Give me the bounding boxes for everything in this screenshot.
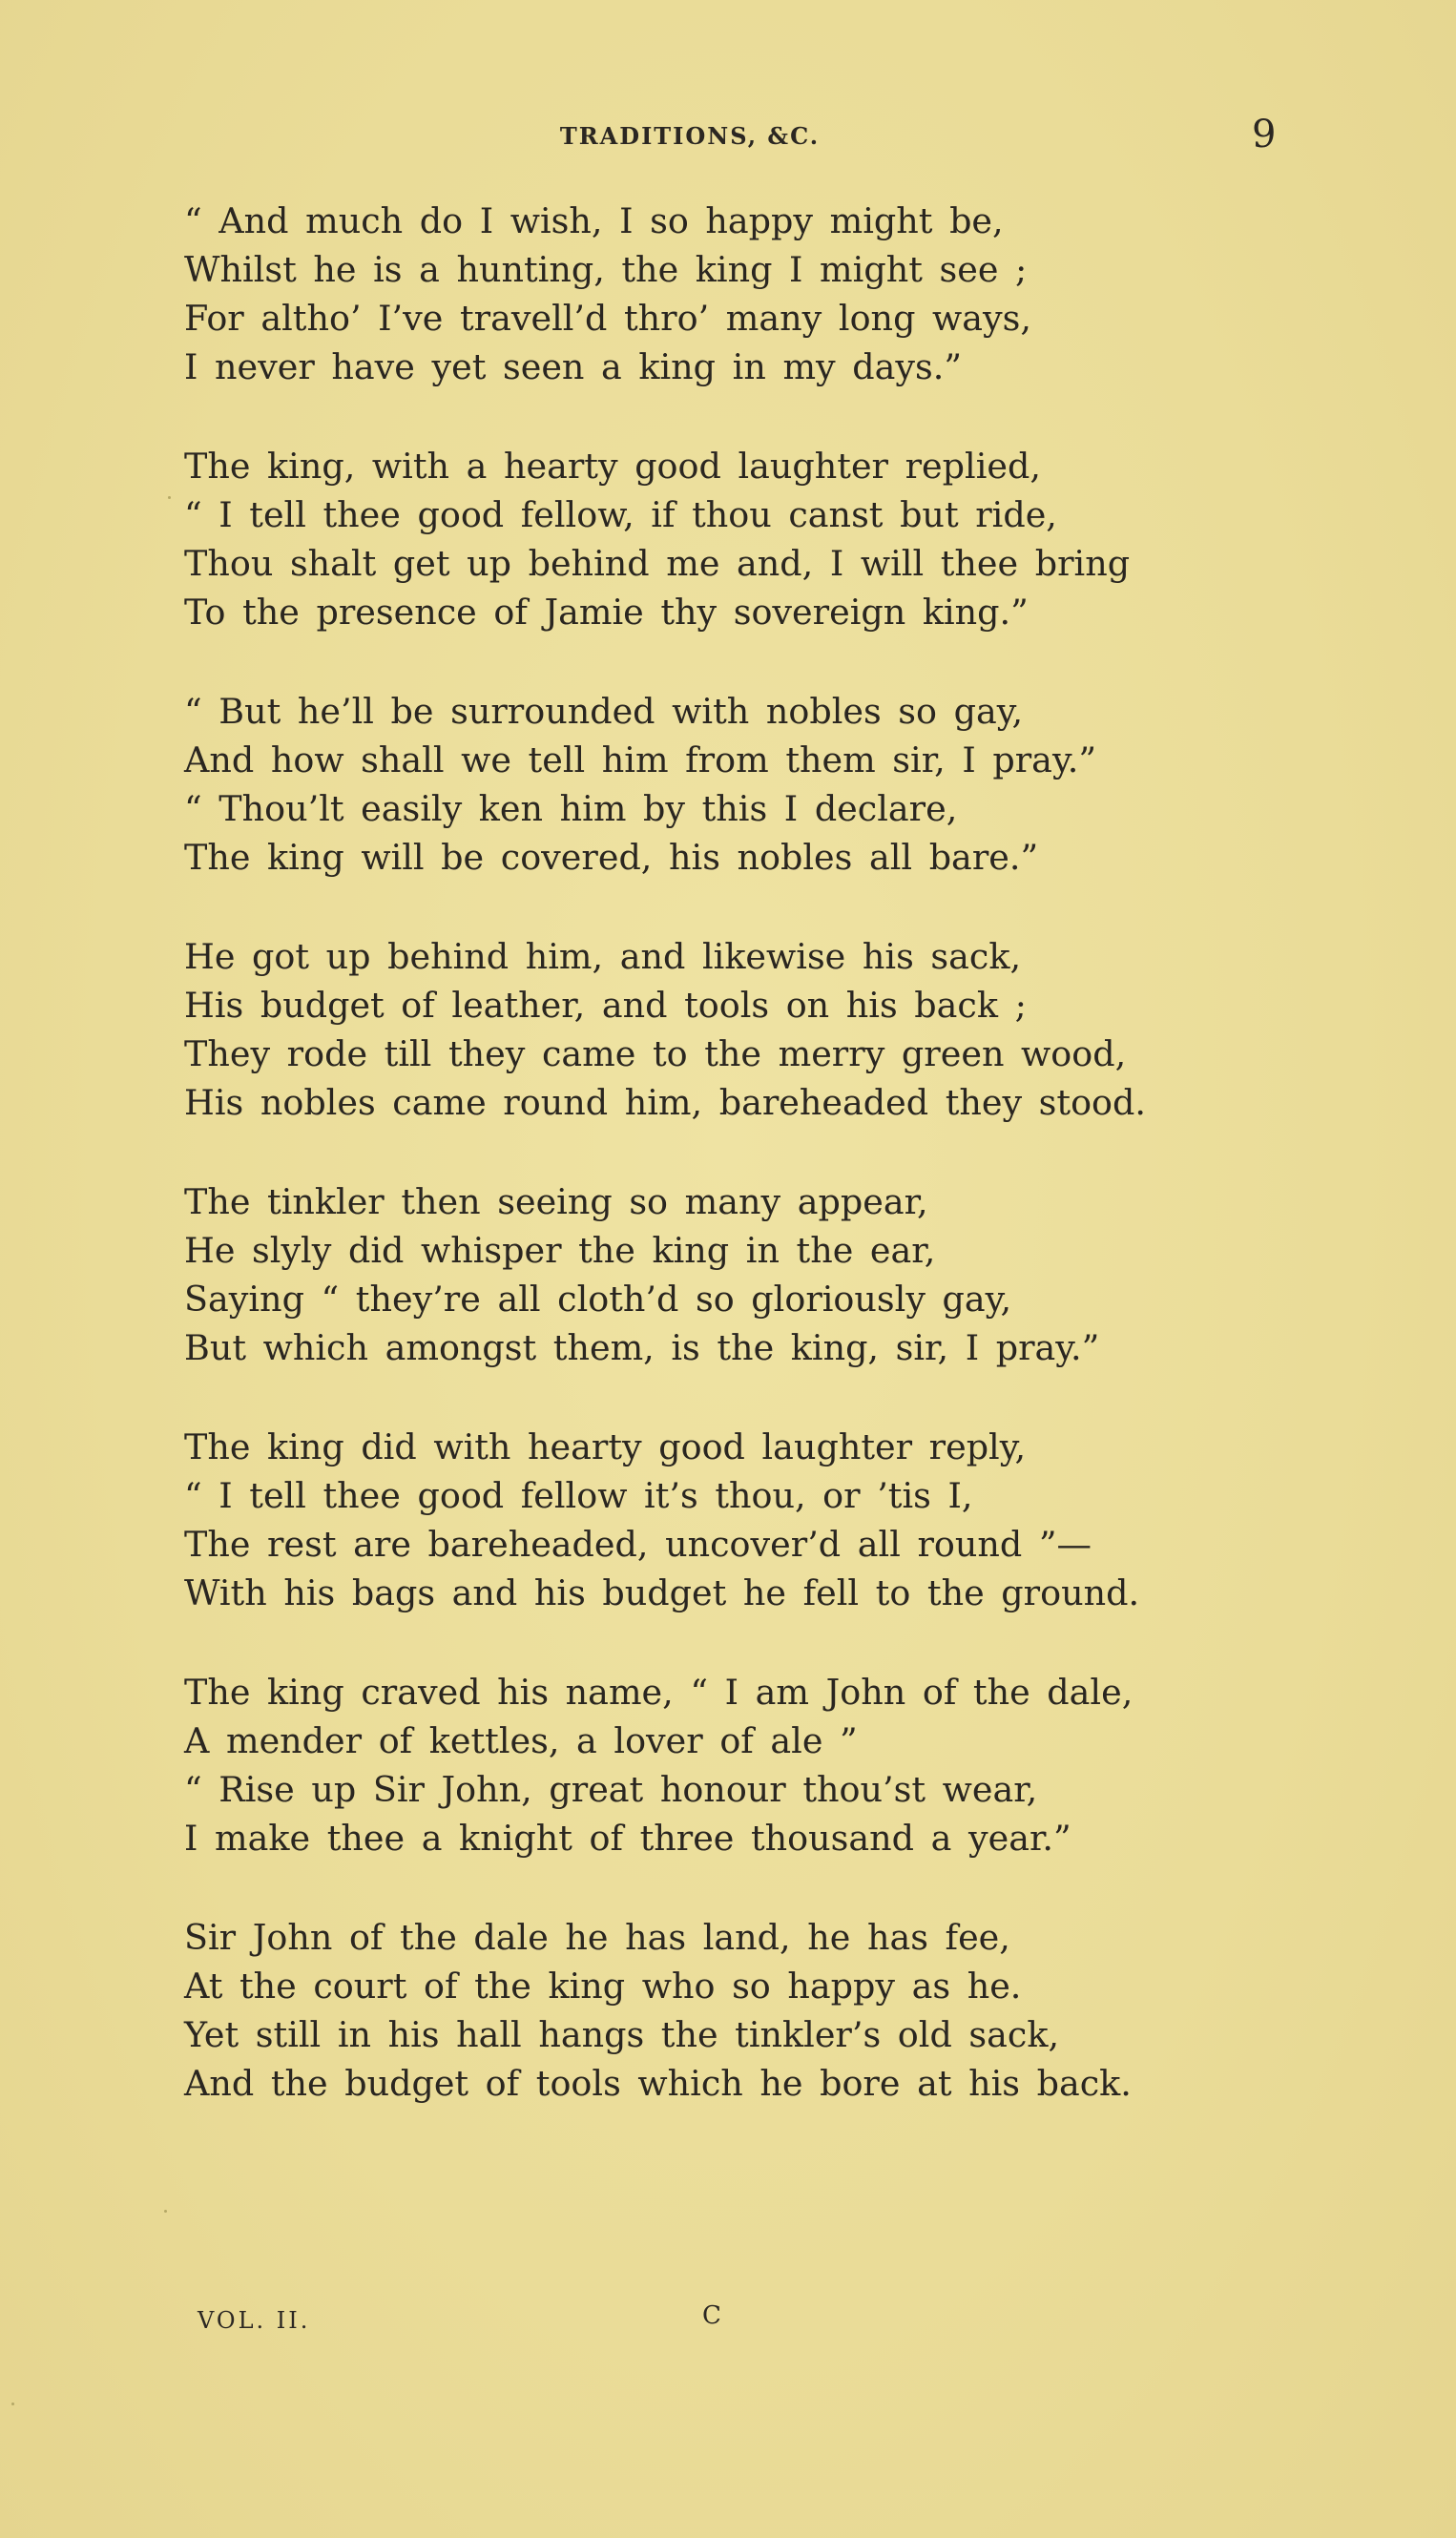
poem-line: But which amongst them, is the king, sir, I pray.” xyxy=(184,1327,1100,1368)
volume-label: VOL. II. xyxy=(198,2307,311,2334)
paper-speck xyxy=(11,2403,14,2405)
poem-line: “ But he’ll be surrounded with nobles so gay, xyxy=(184,691,1024,732)
poem-line: The rest are bareheaded, uncover’d all round ”— xyxy=(184,1524,1092,1565)
paper-speck xyxy=(164,2210,167,2213)
poem-line: His budget of leather, and tools on his back ; xyxy=(184,985,1027,1026)
stanza xyxy=(184,1913,1367,2108)
poem-line: His nobles came round him, bareheaded they stood. xyxy=(184,1082,1147,1123)
poem-line: He got up behind him, and likewise his sack, xyxy=(184,936,1022,977)
poem-body xyxy=(184,197,1367,2158)
poem-line: The king craved his name, “ I am John of the dale, xyxy=(184,1672,1134,1713)
poem-line: To the presence of Jamie thy sovereign king.” xyxy=(184,592,1029,633)
running-title: TRADITIONS, &C. xyxy=(559,122,821,150)
poem-line: Sir John of the dale he has land, he has fee, xyxy=(184,1917,1010,1958)
stanza xyxy=(184,1668,1367,1862)
poem-line: I make thee a knight of three thousand a year.” xyxy=(184,1818,1071,1859)
poem-line: And the budget of tools which he bore at his back. xyxy=(184,2063,1132,2104)
poem-line: A mender of kettles, a lover of ale ” xyxy=(184,1720,858,1761)
stanza xyxy=(184,1177,1367,1372)
poem-line: Thou shalt get up behind me and, I will thee bring xyxy=(184,543,1131,584)
poem-line: With his bags and his budget he fell to the ground. xyxy=(184,1572,1140,1613)
stanza xyxy=(184,932,1367,1127)
poem-line: For altho’ I’ve travell’d thro’ many long ways, xyxy=(184,298,1031,339)
poem-line: “ I tell thee good fellow it’s thou, or ’tis I, xyxy=(184,1475,973,1516)
poem-line: The king did with hearty good laughter reply, xyxy=(184,1426,1027,1467)
signature-mark: C xyxy=(702,2301,721,2330)
poem-line: He slyly did whisper the king in the ear, xyxy=(184,1230,936,1271)
poem-line: I never have yet seen a king in my days.” xyxy=(184,346,963,387)
poem-line: The king will be covered, his nobles all bare.” xyxy=(184,837,1039,878)
poem-line: The king, with a hearty good laughter replied, xyxy=(184,446,1041,487)
poem-line: Whilst he is a hunting, the king I might see ; xyxy=(184,249,1028,290)
poem-line: Saying “ they’re all cloth’d so gloriously gay, xyxy=(184,1279,1012,1320)
poem-line: At the court of the king who so happy as he. xyxy=(184,1966,1022,2007)
poem-line: “ Thou’lt easily ken him by this I declare, xyxy=(184,788,958,829)
poem-line: The tinkler then seeing so many appear, xyxy=(184,1181,928,1222)
stanza xyxy=(184,197,1367,391)
paper-speck xyxy=(168,496,171,499)
poem-line: “ I tell thee good fellow, if thou canst but ride, xyxy=(184,494,1057,535)
stanza xyxy=(184,687,1367,882)
poem-line: “ And much do I wish, I so happy might be, xyxy=(184,200,1004,241)
poem-line: Yet still in his hall hangs the tinkler’s old sack, xyxy=(184,2014,1060,2055)
poem-line: They rode till they came to the merry green wood, xyxy=(184,1033,1127,1074)
poem-line: And how shall we tell him from them sir, I pray.” xyxy=(184,739,1096,780)
poem-line: “ Rise up Sir John, great honour thou’st wear, xyxy=(184,1769,1038,1810)
stanza xyxy=(184,1423,1367,1617)
page-number: 9 xyxy=(1252,113,1277,156)
stanza xyxy=(184,442,1367,636)
